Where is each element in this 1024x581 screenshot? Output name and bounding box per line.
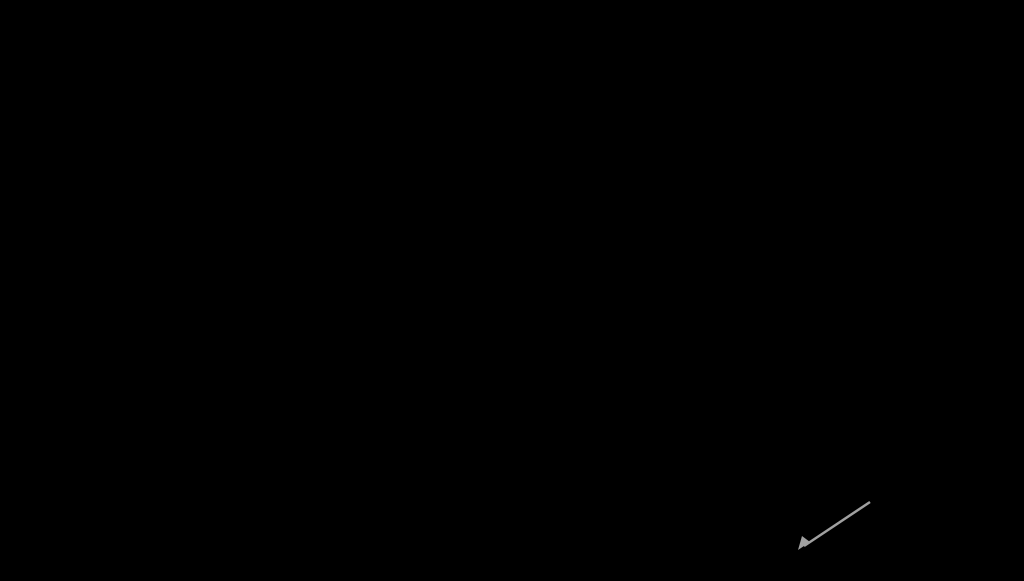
annotation-arrow-icon xyxy=(788,494,880,558)
